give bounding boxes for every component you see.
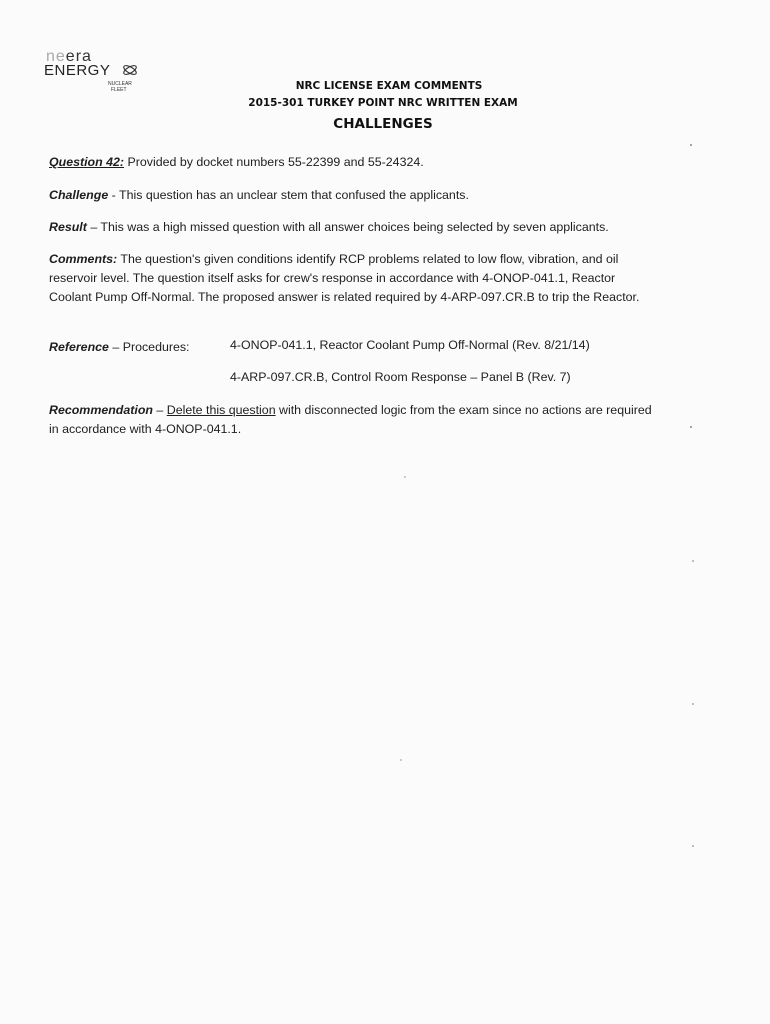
recommendation-underlined: Delete this question (166, 403, 276, 417)
comments-paragraph (49, 250, 739, 307)
comments-line-2: reservoir level. The question itself asks for crew's response in accordance with 4-ONOP-041.1, Reactor (49, 271, 616, 285)
scan-speck (692, 845, 694, 847)
comments-label: Comments: (49, 252, 118, 266)
reference-item-2: 4-ARP-097.CR.B, Control Room Response – Panel B (Rev. 7) (230, 370, 571, 384)
logo-subtitle: NUCLEAR FLEET (108, 81, 132, 93)
logo-wordmark-main: ENERGY (44, 62, 111, 79)
atom-icon (122, 64, 138, 76)
header-line-2: 2015-301 TURKEY POINT NRC WRITTEN EXAM (248, 97, 518, 109)
challenge-label: Challenge (49, 188, 109, 202)
header-line-1: NRC LICENSE EXAM COMMENTS (295, 80, 483, 92)
result-label: Result (49, 220, 87, 234)
logo-wordmark-top: neera (46, 48, 92, 65)
scan-speck (404, 476, 406, 478)
scan-speck (690, 426, 692, 428)
question-text: Provided by docket numbers 55-22399 and 55-24324. (124, 155, 424, 169)
reference-text: – Procedures: (108, 340, 190, 354)
scan-speck (692, 560, 694, 562)
result-text: – This was a high missed question with all answer choices being selected by seven applicants. (86, 220, 609, 234)
reference-label: Reference (49, 340, 109, 354)
scan-speck (692, 703, 694, 705)
document-title: CHALLENGES (333, 116, 433, 132)
scan-speck (400, 759, 402, 761)
question-paragraph (49, 153, 739, 172)
reference-item-1: 4-ONOP-041.1, Reactor Coolant Pump Off-Normal (Rev. 8/21/14) (230, 338, 590, 352)
recommendation-label: Recommendation (49, 403, 153, 417)
challenge-paragraph (49, 186, 739, 205)
recommendation-line-2: in accordance with 4-ONOP-041.1. (49, 422, 242, 436)
scan-speck (690, 144, 692, 146)
recommendation-paragraph (49, 401, 739, 439)
challenge-text: - This question has an unclear stem that confused the applicants. (108, 188, 469, 202)
comments-line-1: Comments: The question's given conditions identify RCP problems related to low flow, vibration, and oil (49, 252, 619, 266)
question-label: Question 42: (49, 155, 125, 169)
recommendation-line-1: Recommendation – Delete this question with disconnected logic from the exam since no actions are required (49, 403, 652, 417)
result-paragraph (49, 218, 739, 237)
comments-line-3: Coolant Pump Off-Normal. The proposed answer is related required by 4-ARP-097.CR.B to trip the Reactor. (49, 290, 640, 304)
